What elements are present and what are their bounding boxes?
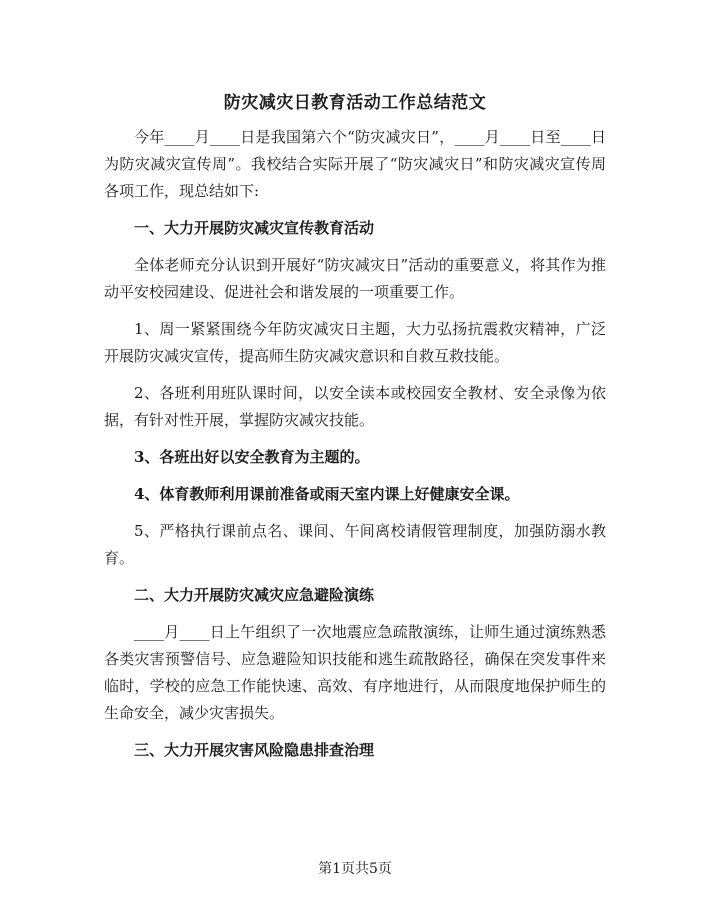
document-title: 防灾减灾日教育活动工作总结范文 — [223, 93, 487, 113]
paragraph-intro: 今年____月____日是我国第六个“防灾减灾日”，____月____日至____日为防灾减灾宣传周”。我校结合实际开展了“防灾减灾日”和防灾减灾宣传周各项工作，现总结如下: — [104, 128, 606, 200]
list-item-5: 5、严格执行课前点名、课间、午间离校请假管理制度，加强防溺水教育。 — [104, 522, 606, 567]
page-number-footer: 第1页共5页 — [318, 861, 392, 877]
paragraph: ____月____日上午组织了一次地震应急疏散演练，让师生通过演练熟悉各类灾害预警信号、应急避险知识技能和逃生疏散路径，确保在突发事件来临时，学校的应急工作能快速、高效、有序地进行，从而限度地保护师生的生命安全，减少灾害损失。 — [104, 623, 606, 722]
document-body — [104, 124, 606, 774]
section-heading-1: 一、大力开展防灾减灾宣传教育活动 — [134, 219, 375, 237]
paragraph: 全体老师充分认识到开展好“防灾减灾日”活动的重要意义，将其作为推动平安校园建设、促进社会和谐发展的一项重要工作。 — [104, 256, 606, 301]
list-item-3: 3、各班出好以安全教育为主题的。 — [134, 448, 370, 466]
list-item-1: 1、周一紧紧围绕今年防灾减灾日主题，大力弘扬抗震救灾精神，广泛开展防灾减灾宣传，提高师生防灾减灾意识和自救互救技能。 — [104, 320, 606, 365]
section-heading-3: 三、大力开展灾害风险隐患排查治理 — [134, 741, 375, 759]
list-item-2: 2、各班利用班队课时间，以安全读本或校园安全教材、安全录像为依据，有针对性开展，掌握防灾减灾技能。 — [104, 384, 606, 429]
section-heading-2: 二、大力开展防灾减灾应急避险演练 — [134, 586, 375, 604]
list-item-4: 4、体育教师利用课前准备或雨天室内课上好健康安全课。 — [134, 485, 520, 503]
